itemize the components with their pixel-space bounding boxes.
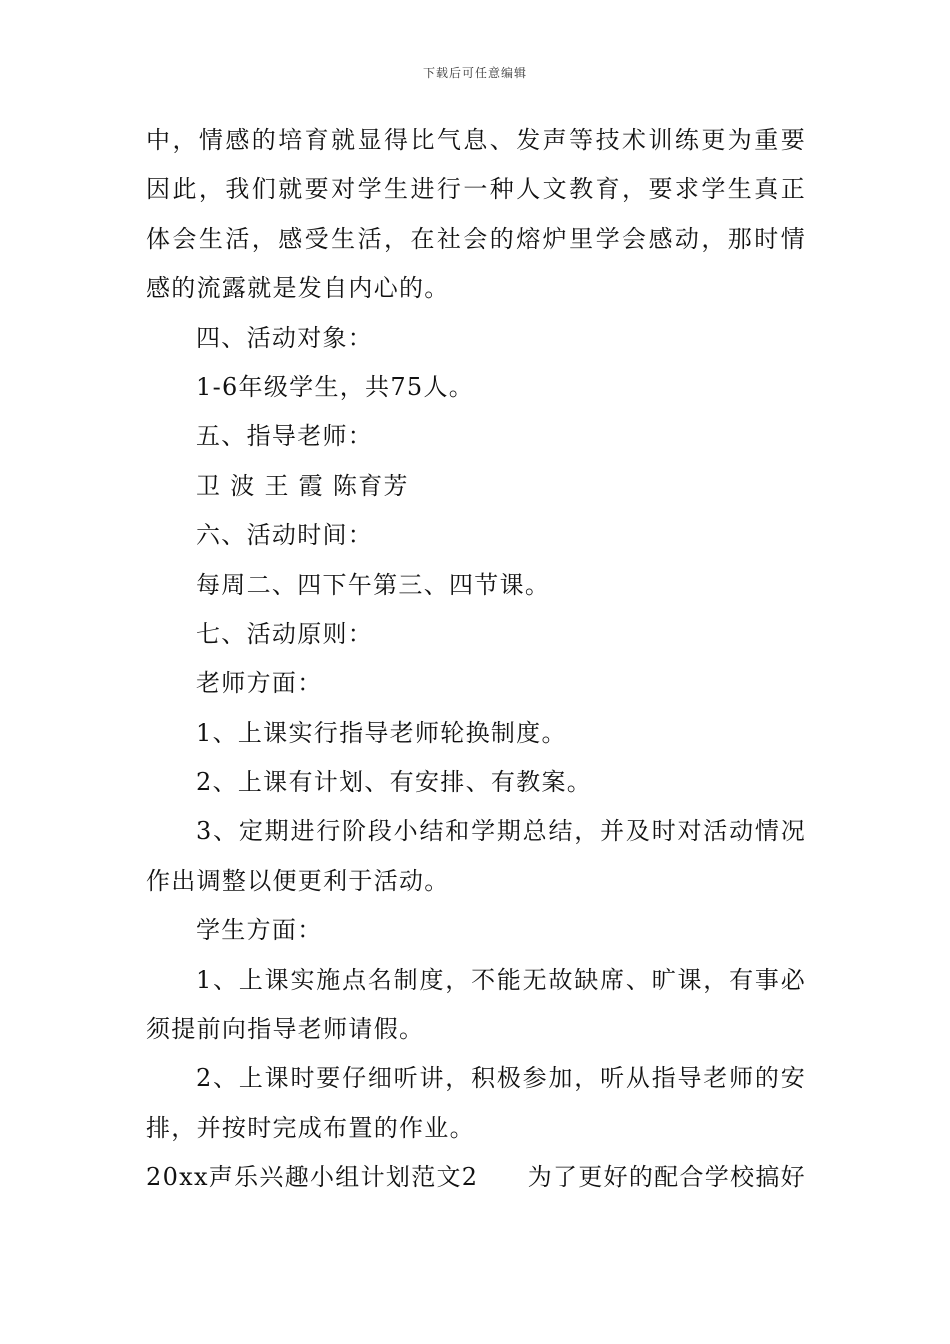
section-heading-time: 六、活动时间：: [196, 521, 374, 550]
paragraph-line: 体会生活，感受生活，在社会的熔炉里学会感动，那时情: [146, 224, 806, 253]
subheading-teachers: 老师方面：: [196, 669, 323, 698]
document-title: 20xx声乐兴趣小组计划范文2: [146, 1163, 479, 1192]
list-item: 1、上课实行指导老师轮换制度。: [196, 718, 567, 747]
list-item-continuation: 作出调整以便更利于活动。: [146, 866, 450, 895]
teacher-names: 卫 波 王 霞 陈育芳: [196, 471, 409, 500]
final-line: [146, 1163, 806, 1192]
list-item: 2、上课时要仔细听讲，积极参加，听从指导老师的安: [196, 1064, 806, 1093]
section-heading-principles: 七、活动原则：: [196, 619, 374, 648]
paragraph-line: 因此，我们就要对学生进行一种人文教育，要求学生真正: [146, 175, 806, 204]
paragraph-line: 1-6年级学生，共75人。: [196, 372, 475, 401]
list-item: 2、上课有计划、有安排、有教案。: [196, 768, 593, 797]
paragraph-line: 中，情感的培育就显得比气息、发声等技术训练更为重要: [146, 126, 806, 154]
list-item: 3、定期进行阶段小结和学期总结，并及时对活动情况: [196, 817, 806, 846]
list-item-continuation: 须提前向指导老师请假。: [146, 1015, 425, 1044]
list-item-continuation: 排，并按时完成布置的作业。: [146, 1113, 475, 1142]
page-header: 下载后可任意编辑: [422, 66, 527, 80]
paragraph-line: 每周二、四下午第三、四节课。: [196, 570, 551, 599]
subheading-students: 学生方面：: [196, 916, 323, 945]
section-heading-target: 四、活动对象：: [196, 323, 374, 352]
paragraph-continuation: 为了更好的配合学校搞好: [527, 1163, 806, 1192]
section-heading-teachers: 五、指导老师：: [196, 422, 374, 451]
paragraph-line: 感的流露就是发自内心的。: [146, 274, 450, 303]
document-body: [146, 128, 806, 1215]
list-item: 1、上课实施点名制度，不能无故缺席、旷课，有事必: [196, 965, 806, 994]
